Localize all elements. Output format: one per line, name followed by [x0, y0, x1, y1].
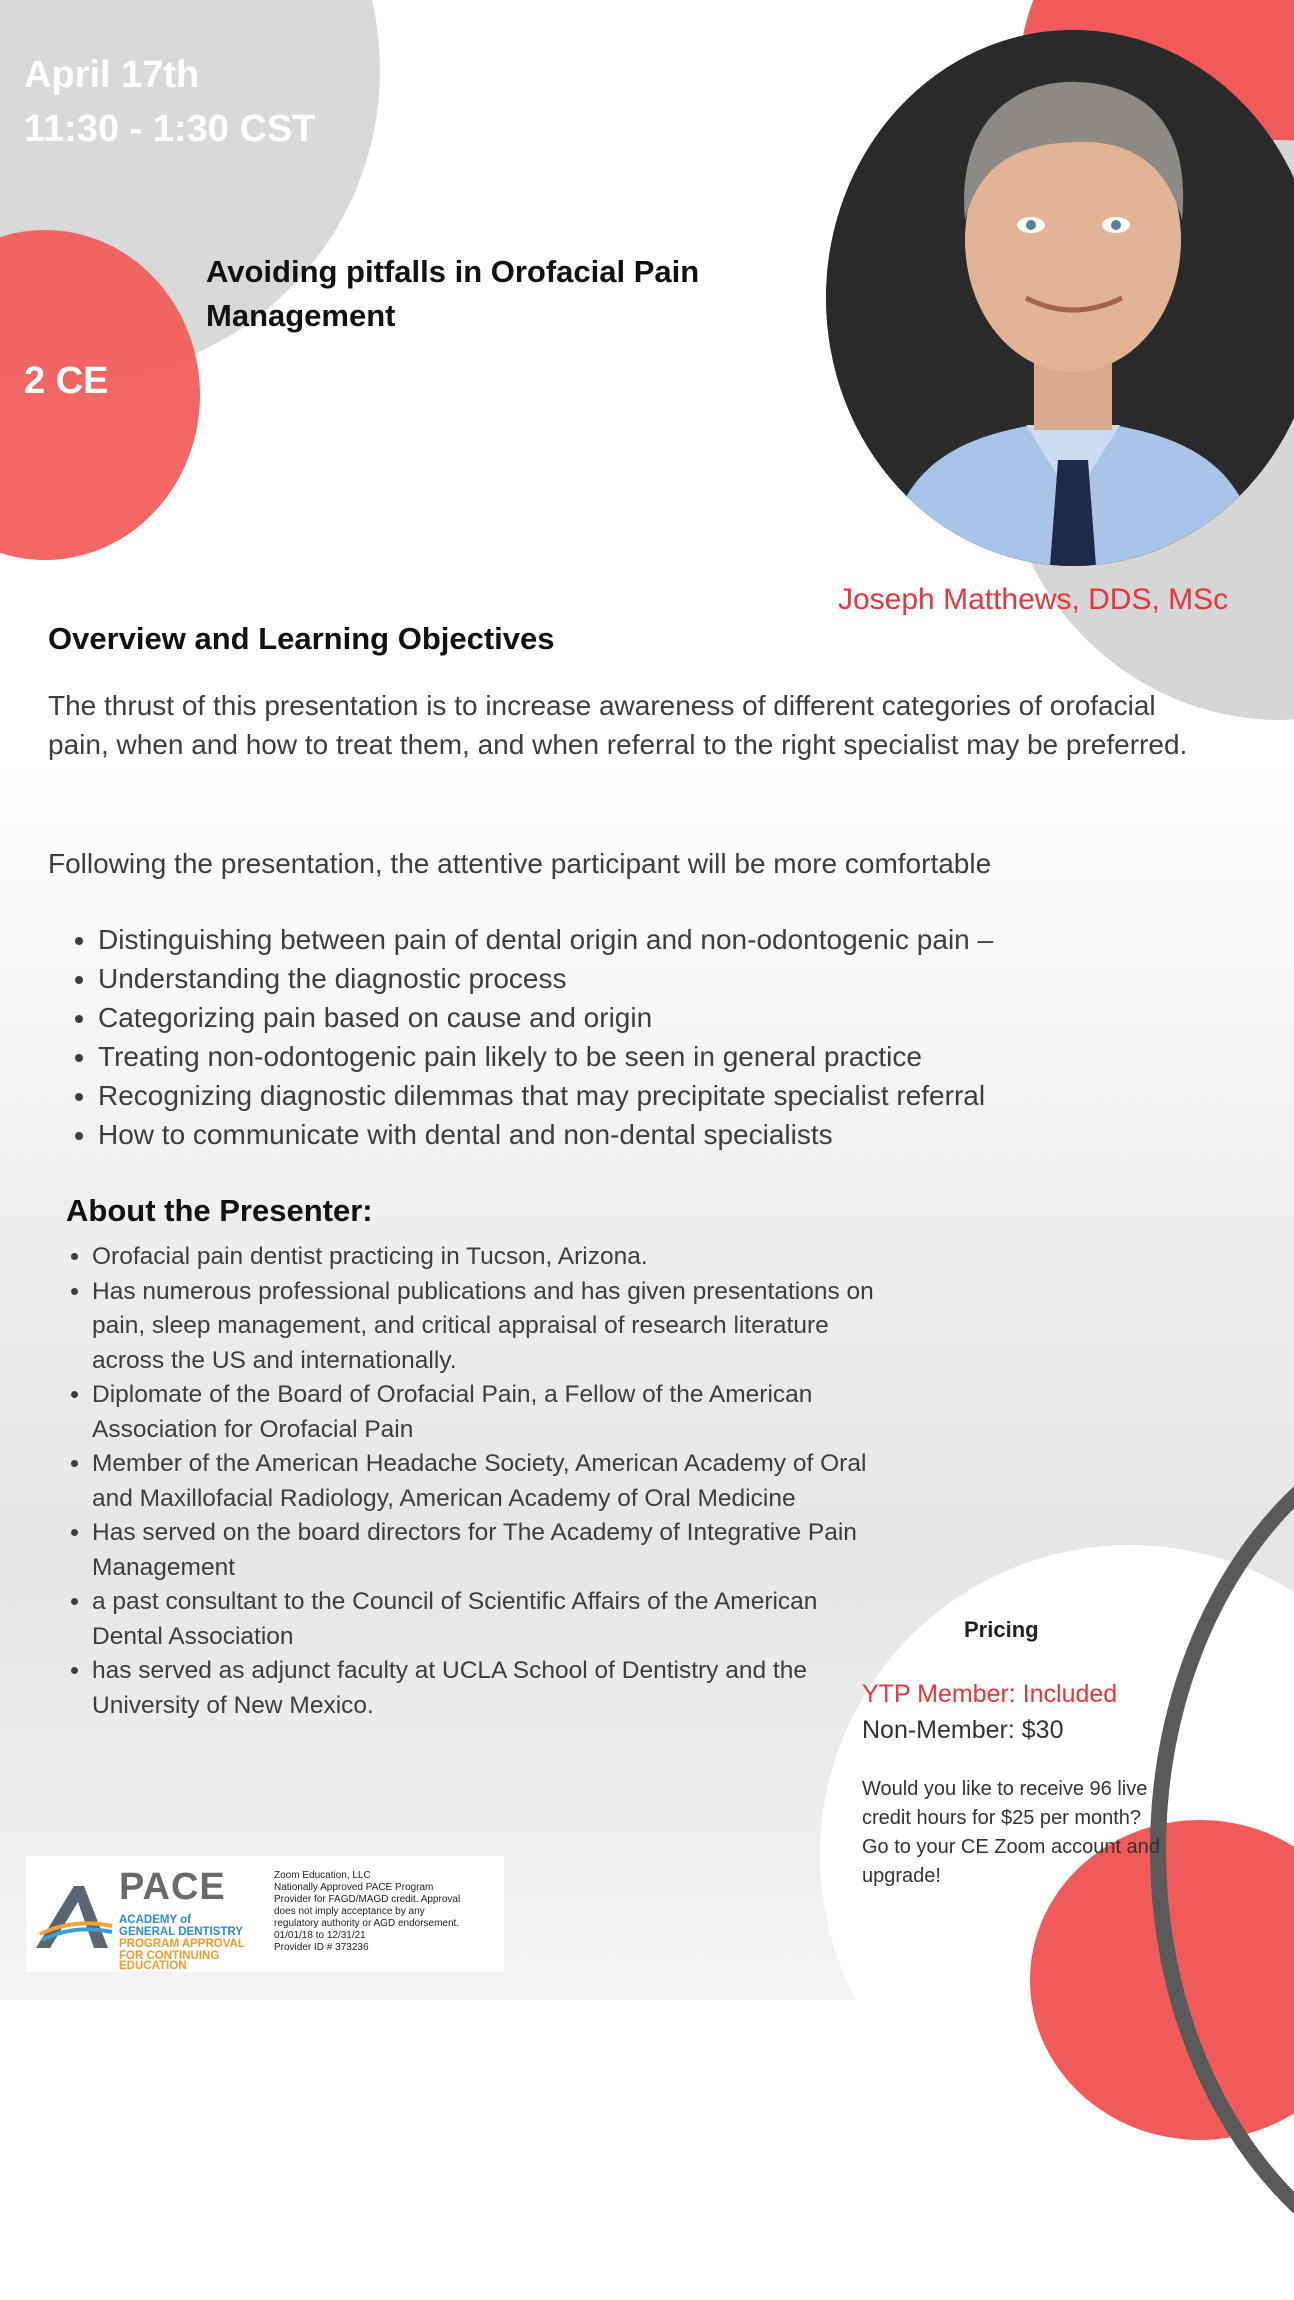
pace-text-line: regulatory authority or AGD endorsement.	[274, 1918, 460, 1929]
list-item: • Has numerous professional publications and has given presentations on pain, sleep management, and critical appraisal of research literature across the US and internationally.	[92, 1275, 892, 1379]
pace-text-line: Provider ID # 373236	[274, 1942, 369, 1953]
pace-text-line: 01/01/18 to 12/31/21	[274, 1930, 366, 1941]
presenter-photo	[826, 30, 1294, 566]
list-item: • How to communicate with dental and non-dental specialists	[98, 1115, 1198, 1154]
pace-text-line: Provider for FAGD/MAGD credit. Approval	[274, 1894, 461, 1905]
pace-approval-text	[274, 1870, 502, 1954]
pace-logo-line: ACADEMY of	[119, 1914, 191, 1926]
list-item: • a past consultant to the Council of Scientific Affairs of the American Dental Association	[92, 1585, 892, 1654]
pace-logo-icon	[34, 1882, 114, 1952]
pricing-non-member: Non-Member: $30	[862, 1716, 1064, 1744]
list-item: • Orofacial pain dentist practicing in Tucson, Arizona.	[92, 1240, 892, 1275]
list-item: • Recognizing diagnostic dilemmas that may precipitate specialist referral	[98, 1076, 1198, 1115]
pricing-heading: Pricing	[964, 1617, 1039, 1642]
pace-text-line: Nationally Approved PACE Program	[274, 1882, 434, 1893]
presenter-name: Joseph Matthews, DDS, MSc	[838, 583, 1229, 616]
list-item: • Distinguishing between pain of dental origin and non-odontogenic pain –	[98, 920, 1198, 959]
pace-logo-word: PACE	[119, 1866, 226, 1908]
about-heading: About the Presenter:	[66, 1193, 373, 1228]
pace-logo-line: GENERAL DENTISTRY	[119, 1926, 243, 1938]
list-item: • Diplomate of the Board of Orofacial Pain, a Fellow of the American Association for Orofacial Pain	[92, 1378, 892, 1447]
pace-logo-line: PROGRAM APPROVAL	[119, 1938, 245, 1950]
event-title: Avoiding pitfalls in Orofacial Pain Management	[206, 254, 700, 333]
pace-approval-box	[26, 1856, 504, 1972]
list-item: • Understanding the diagnostic process	[98, 959, 1198, 998]
event-time: 11:30 - 1:30 CST	[24, 108, 316, 150]
pace-text-line: Zoom Education, LLC	[274, 1870, 371, 1881]
presenter-portrait-icon	[826, 30, 1294, 566]
list-item: • has served as adjunct faculty at UCLA School of Dentistry and the University of New Mexico.	[92, 1654, 892, 1723]
pricing-upgrade-note: Would you like to receive 96 live credit hours for $25 per month? Go to your CE Zoom account and upgrade!	[862, 1778, 1160, 1887]
list-item: • Categorizing pain based on cause and origin	[98, 998, 1198, 1037]
event-date: April 17th	[24, 54, 200, 96]
pace-logo-line: FOR CONTINUING	[119, 1950, 220, 1962]
ce-credits-badge: 2 CE	[24, 360, 109, 402]
list-item: • Member of the American Headache Society, American Academy of Oral and Maxillofacial Radiology, American Academy of Oral Medicine	[92, 1447, 892, 1516]
decor-dark-ring	[1150, 1400, 1294, 2300]
pricing-ytp-member: YTP Member: Included	[862, 1680, 1118, 1708]
pace-logo-line: EDUCATION	[119, 1960, 187, 1972]
about-list	[42, 1240, 892, 1723]
pace-text-line: does not imply acceptance by any	[274, 1906, 425, 1917]
overview-paragraph: The thrust of this presentation is to increase awareness of different categories of orofacial pain, when and how to treat them, and when referral to the right specialist may be preferred.	[48, 690, 1188, 760]
objectives-intro: Following the presentation, the attentive participant will be more comfortable	[48, 848, 992, 879]
overview-heading: Overview and Learning Objectives	[48, 621, 555, 656]
event-date-time	[24, 48, 315, 156]
objectives-list	[48, 920, 1198, 1154]
list-item: • Treating non-odontogenic pain likely to be seen in general practice	[98, 1037, 1198, 1076]
list-item: • Has served on the board directors for The Academy of Integrative Pain Management	[92, 1516, 892, 1585]
